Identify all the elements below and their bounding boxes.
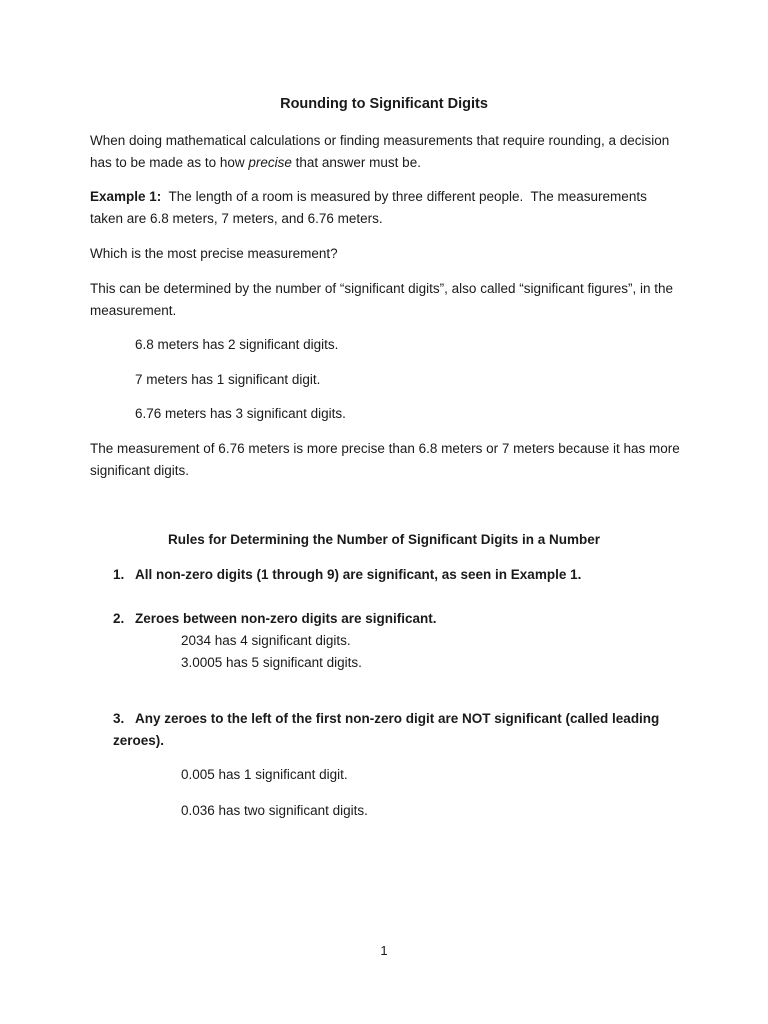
measurement-item: 7 meters has 1 significant digit. bbox=[135, 372, 321, 387]
rule-number: 1. bbox=[113, 567, 125, 582]
explanation-paragraph: This can be determined by the number of “significant digits”, also called “significant figures”, in the measurement. bbox=[90, 281, 674, 318]
conclusion-paragraph: The measurement of 6.76 meters is more precise than 6.8 meters or 7 meters because it has more significant digits. bbox=[90, 441, 680, 478]
rule-text: Zeroes between non-zero digits are significant. bbox=[135, 611, 437, 626]
page-number: 1 bbox=[380, 943, 388, 958]
rule-text: All non-zero digits (1 through 9) are significant, as seen in Example 1. bbox=[135, 567, 582, 582]
intro-emphasis: precise bbox=[248, 155, 292, 170]
rule-number: 2. bbox=[113, 611, 125, 626]
question-paragraph: Which is the most precise measurement? bbox=[90, 246, 338, 261]
rule-number: 3. bbox=[113, 711, 125, 726]
rules-heading: Rules for Determining the Number of Significant Digits in a Number bbox=[167, 532, 601, 547]
measurement-item: 6.76 meters has 3 significant digits. bbox=[135, 406, 346, 421]
rule-1 bbox=[113, 564, 673, 586]
rule-example: 0.036 has two significant digits. bbox=[181, 803, 368, 818]
rule-example: 2034 has 4 significant digits. bbox=[181, 633, 351, 648]
intro-text-after: that answer must be. bbox=[291, 155, 421, 170]
rule-3 bbox=[113, 708, 673, 752]
measurement-item: 6.8 meters has 2 significant digits. bbox=[135, 337, 339, 352]
rule-example: 0.005 has 1 significant digit. bbox=[181, 767, 348, 782]
page-title: Rounding to Significant Digits bbox=[280, 96, 488, 112]
rule-example: 3.0005 has 5 significant digits. bbox=[181, 655, 362, 670]
intro-text-before: When doing mathematical calculations or finding measurements that require rounding, a decision has to be made as to how bbox=[90, 133, 670, 170]
intro-paragraph bbox=[90, 130, 680, 174]
example-1-text: The length of a room is measured by three different people. The measurements taken are 6.8 meters, 7 meters, and 6.76 meters. bbox=[90, 189, 651, 226]
example-1-label: Example 1: bbox=[90, 189, 162, 204]
rule-2 bbox=[113, 608, 673, 630]
example-1-paragraph bbox=[90, 186, 680, 230]
rule-text: Any zeroes to the left of the first non-zero digit are NOT significant (called leading zeroes). bbox=[113, 711, 660, 748]
